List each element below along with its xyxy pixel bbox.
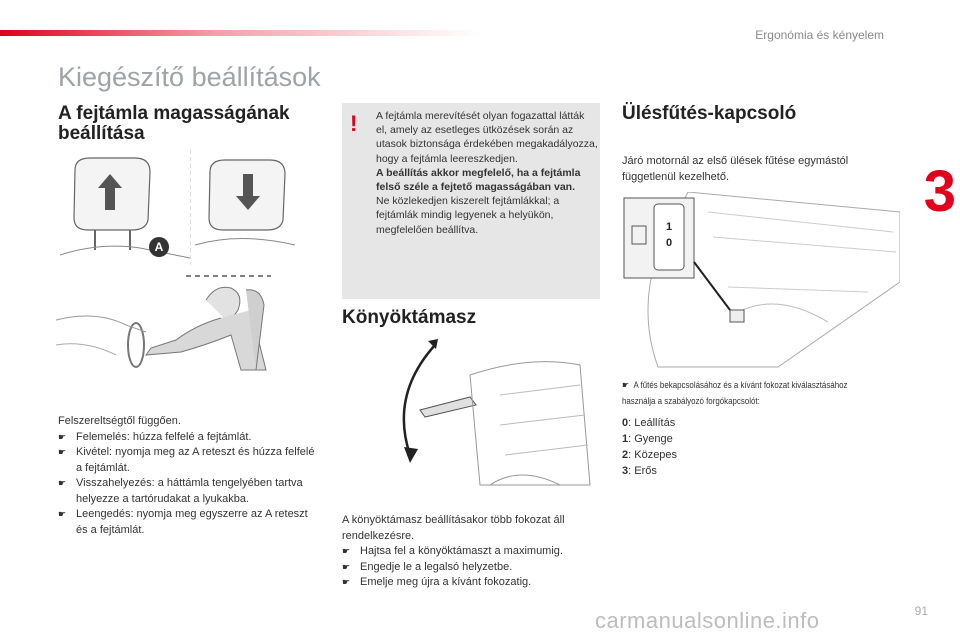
seat-heating-title: Ülésfűtés-kapcsoló — [622, 103, 797, 124]
latch-a-label: A — [154, 240, 164, 254]
bullet-icon: ☛ — [342, 546, 351, 556]
armrest-intro: A könyöktámasz beállításakor több fokozat áll rendelkezésre. — [342, 514, 565, 542]
warning-paragraph-bold: A beállítás akkor megfelelő, ha a fejtámla felső széle a fejtető magasságában van. — [376, 166, 581, 194]
seat-heating-note-text: A fűtés bekapcsolásához és a kívánt fokozat kiválasztásához használja a szabályozó forgókapcsolót: — [622, 380, 848, 406]
heating-level-item — [622, 447, 677, 463]
warning-icon: ! — [350, 111, 358, 136]
headrest-bullet — [58, 507, 318, 538]
bullet-text: Leengedés: nyomja meg egyszerre az A reteszt és a fejtámlát. — [76, 508, 308, 536]
driver-headrest-illustration — [56, 270, 276, 372]
armrest-bullet — [342, 544, 602, 560]
level-number: 0 — [622, 417, 629, 429]
heating-level-item — [622, 431, 677, 447]
bullet-text: Visszahelyezés: a háttámla tengelyében tartva helyezze a tartórudakat a lyukakba. — [76, 477, 303, 505]
warning-paragraph: Ne közlekedjen kiszerelt fejtámlákkal; a fejtámlák mindig legyenek a helyükön, megfelelően beállítva. — [376, 195, 560, 236]
seat-heating-intro: Járó motornál az első ülések fűtése egymástól függetlenül kezelhető. — [622, 155, 849, 183]
switch-label-1: 1 — [665, 221, 673, 233]
armrest-bullet — [342, 560, 602, 576]
headrest-bullet — [58, 430, 318, 446]
watermark: carmanualsonline.info — [595, 608, 820, 633]
level-number: 2 — [622, 449, 629, 461]
level-label: : Gyenge — [628, 433, 673, 445]
level-label: : Erős — [628, 465, 657, 477]
headrest-title-line2: beállítása — [58, 123, 145, 144]
level-number: 3 — [622, 465, 629, 477]
headrest-instructions — [58, 414, 318, 538]
armrest-bullet — [342, 575, 602, 591]
seat-heating-note — [622, 377, 877, 409]
armrest-instructions — [342, 513, 602, 591]
armrest-illustration — [380, 335, 602, 495]
level-label: : Közepes — [628, 449, 678, 461]
seat-heating-illustration — [618, 192, 900, 368]
warning-paragraph: A fejtámla merevítését olyan fogazattal látták el, amely az esetleges ütközések során az utasok biztonsága érdekében megakadályozza, hogy a fejtámla leereszkedjen. — [376, 110, 598, 165]
bullet-text: Engedje le a legalsó helyzetbe. — [360, 560, 513, 573]
bullet-icon: ☛ — [342, 577, 351, 587]
level-label: : Leállítás — [628, 417, 676, 429]
headrest-bullet — [58, 445, 318, 476]
chapter-number: 3 — [923, 159, 956, 224]
bullet-text: Felemelés: húzza felfelé a fejtámlát. — [76, 430, 252, 443]
page-title: Kiegészítő beállítások — [58, 62, 321, 92]
bullet-text: Hajtsa fel a könyöktámaszt a maximumig. — [360, 545, 563, 557]
bullet-icon: ☛ — [58, 447, 67, 457]
heating-level-item — [622, 415, 677, 431]
switch-label-0: 0 — [665, 237, 673, 249]
warning-box — [342, 103, 600, 299]
headrest-up-illustration — [60, 150, 190, 265]
bullet-icon: ☛ — [342, 561, 351, 572]
heating-levels — [622, 415, 677, 479]
header-accent-bar — [0, 30, 480, 36]
bullet-icon: ☛ — [58, 478, 67, 488]
bullet-text: Emelje meg újra a kívánt fokozatig. — [360, 576, 532, 588]
armrest-title: Könyöktámasz — [342, 307, 477, 328]
headrest-bullet — [58, 476, 318, 507]
bullet-text: Kivétel: nyomja meg az A reteszt és húzza felfelé a fejtámlát. — [76, 446, 315, 474]
level-number: 1 — [622, 433, 629, 445]
section-header: Ergonómia és kényelem — [755, 28, 884, 42]
headrest-title — [58, 104, 290, 144]
warning-text — [376, 109, 598, 237]
headrest-latch-a-icon — [148, 236, 170, 258]
headrest-down-illustration — [190, 150, 300, 265]
bullet-icon: ☛ — [58, 431, 67, 442]
heating-level-item — [622, 463, 677, 479]
headrest-intro: Felszereltségtől függően. — [58, 415, 181, 427]
bullet-icon: ☛ — [622, 380, 634, 390]
bullet-icon: ☛ — [58, 509, 67, 519]
headrest-title-line1: A fejtámla magasságának — [58, 103, 290, 124]
page-number: 91 — [914, 604, 928, 618]
